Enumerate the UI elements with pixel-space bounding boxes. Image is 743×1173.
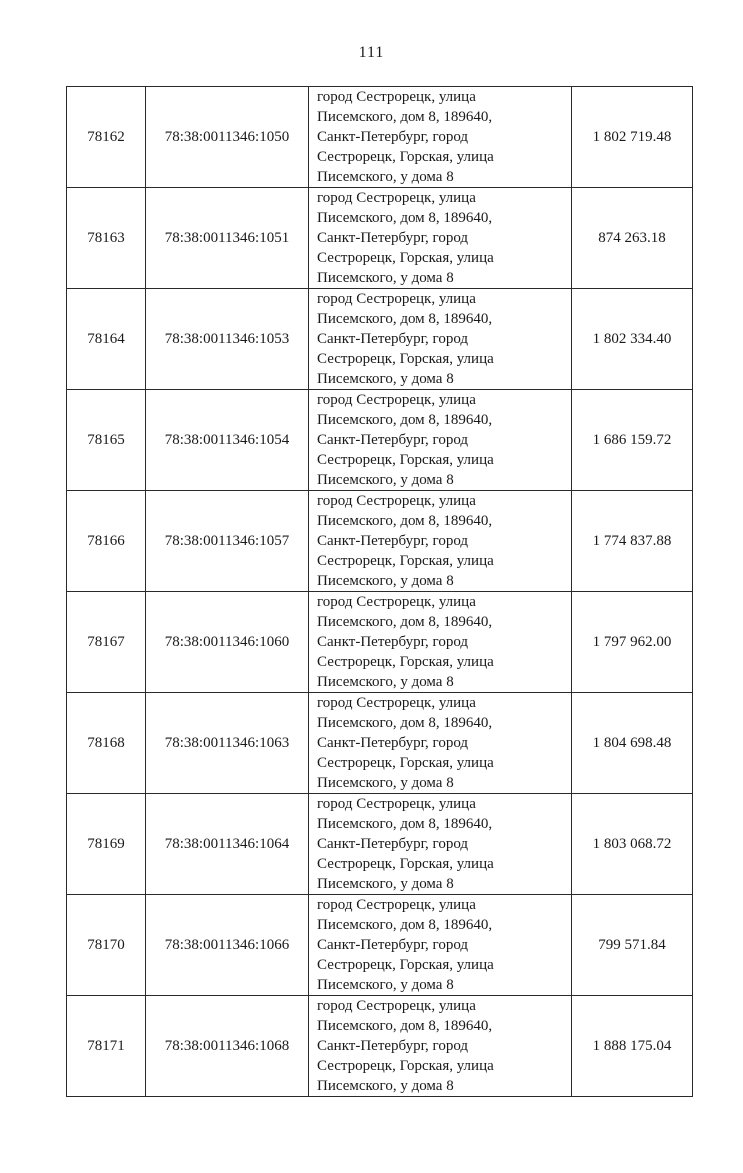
row-number-cell: 78171 xyxy=(67,996,146,1097)
row-number-cell: 78163 xyxy=(67,188,146,289)
row-number-cell: 78166 xyxy=(67,491,146,592)
cadastral-number-cell: 78:38:0011346:1064 xyxy=(146,794,309,895)
table-row xyxy=(67,794,693,895)
cadastral-number-cell: 78:38:0011346:1066 xyxy=(146,895,309,996)
row-number-cell: 78168 xyxy=(67,693,146,794)
address-cell xyxy=(309,895,572,996)
address-cell xyxy=(309,592,572,693)
table-row xyxy=(67,491,693,592)
address-text: город Сестрорецк, улица Писемского, дом 8, 189640, Санкт-Петербург, город Сестрорецк, Горская, улица Писемского, у дома 8 xyxy=(317,897,494,993)
address-text: город Сестрорецк, улица Писемского, дом 8, 189640, Санкт-Петербург, город Сестрорецк, Горская, улица Писемского, у дома 8 xyxy=(317,190,494,286)
cadastral-number-cell: 78:38:0011346:1050 xyxy=(146,87,309,188)
address-cell xyxy=(309,188,572,289)
cadastral-value-cell: 1 802 334.40 xyxy=(572,289,693,390)
row-number-cell: 78165 xyxy=(67,390,146,491)
cadastral-value-cell: 1 888 175.04 xyxy=(572,996,693,1097)
row-number-cell: 78164 xyxy=(67,289,146,390)
address-cell xyxy=(309,794,572,895)
address-cell xyxy=(309,491,572,592)
cadastral-value-table xyxy=(66,86,693,1097)
cadastral-number-cell: 78:38:0011346:1053 xyxy=(146,289,309,390)
cadastral-number-cell: 78:38:0011346:1068 xyxy=(146,996,309,1097)
row-number-cell: 78162 xyxy=(67,87,146,188)
table-row xyxy=(67,87,693,188)
table-row xyxy=(67,289,693,390)
cadastral-number-cell: 78:38:0011346:1060 xyxy=(146,592,309,693)
address-text: город Сестрорецк, улица Писемского, дом 8, 189640, Санкт-Петербург, город Сестрорецк, Горская, улица Писемского, у дома 8 xyxy=(317,493,494,589)
cadastral-value-cell: 1 774 837.88 xyxy=(572,491,693,592)
cadastral-value-cell: 1 686 159.72 xyxy=(572,390,693,491)
cadastral-number-cell: 78:38:0011346:1057 xyxy=(146,491,309,592)
cadastral-value-cell: 1 804 698.48 xyxy=(572,693,693,794)
cadastral-number-cell: 78:38:0011346:1063 xyxy=(146,693,309,794)
address-cell xyxy=(309,693,572,794)
table-row xyxy=(67,592,693,693)
table-row xyxy=(67,996,693,1097)
cadastral-number-cell: 78:38:0011346:1054 xyxy=(146,390,309,491)
address-text: город Сестрорецк, улица Писемского, дом 8, 189640, Санкт-Петербург, город Сестрорецк, Горская, улица Писемского, у дома 8 xyxy=(317,594,494,690)
table-row xyxy=(67,188,693,289)
cadastral-value-cell: 799 571.84 xyxy=(572,895,693,996)
address-text: город Сестрорецк, улица Писемского, дом 8, 189640, Санкт-Петербург, город Сестрорецк, Горская, улица Писемского, у дома 8 xyxy=(317,291,494,387)
cadastral-value-cell: 874 263.18 xyxy=(572,188,693,289)
cadastral-value-cell: 1 802 719.48 xyxy=(572,87,693,188)
address-text: город Сестрорецк, улица Писемского, дом 8, 189640, Санкт-Петербург, город Сестрорецк, Горская, улица Писемского, у дома 8 xyxy=(317,796,494,892)
cadastral-value-cell: 1 803 068.72 xyxy=(572,794,693,895)
table-row xyxy=(67,895,693,996)
address-text: город Сестрорецк, улица Писемского, дом 8, 189640, Санкт-Петербург, город Сестрорецк, Горская, улица Писемского, у дома 8 xyxy=(317,998,494,1094)
table-row xyxy=(67,693,693,794)
address-text: город Сестрорецк, улица Писемского, дом 8, 189640, Санкт-Петербург, город Сестрорецк, Горская, улица Писемского, у дома 8 xyxy=(317,89,494,185)
row-number-cell: 78167 xyxy=(67,592,146,693)
address-text: город Сестрорецк, улица Писемского, дом 8, 189640, Санкт-Петербург, город Сестрорецк, Горская, улица Писемского, у дома 8 xyxy=(317,695,494,791)
address-cell xyxy=(309,289,572,390)
table-row xyxy=(67,390,693,491)
address-text: город Сестрорецк, улица Писемского, дом 8, 189640, Санкт-Петербург, город Сестрорецк, Горская, улица Писемского, у дома 8 xyxy=(317,392,494,488)
address-cell xyxy=(309,87,572,188)
page-number: 111 xyxy=(358,44,385,61)
cadastral-value-cell: 1 797 962.00 xyxy=(572,592,693,693)
cadastral-number-cell: 78:38:0011346:1051 xyxy=(146,188,309,289)
row-number-cell: 78170 xyxy=(67,895,146,996)
row-number-cell: 78169 xyxy=(67,794,146,895)
address-cell xyxy=(309,390,572,491)
address-cell xyxy=(309,996,572,1097)
